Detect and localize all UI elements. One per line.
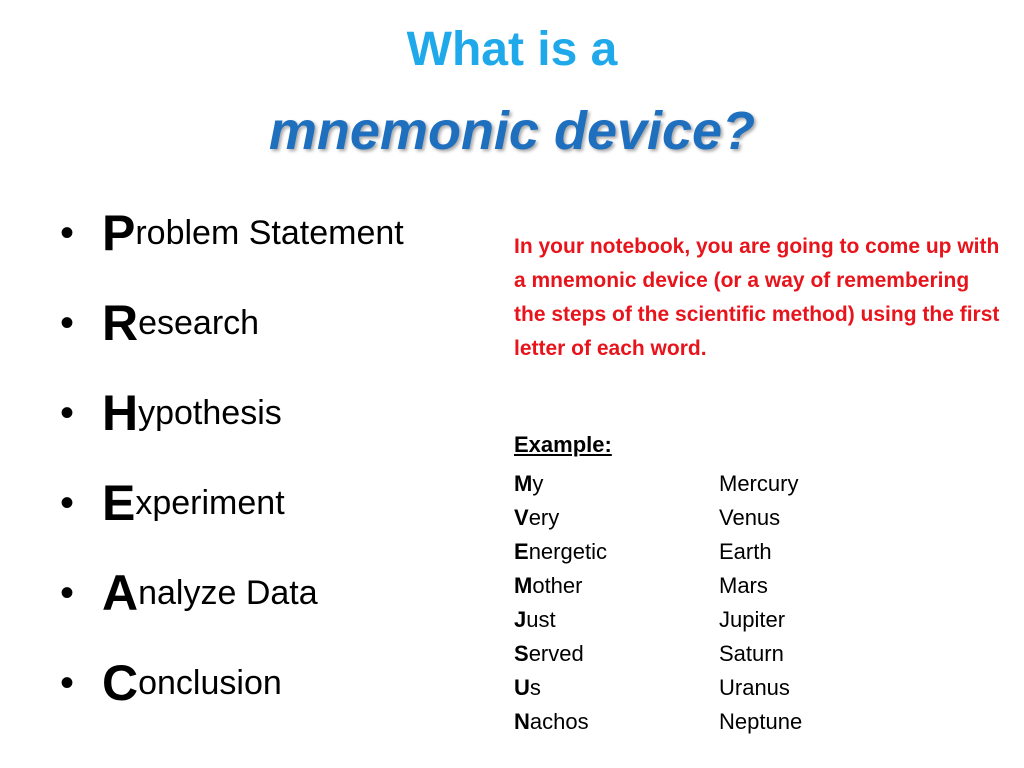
example-word-rest: achos — [529, 709, 589, 734]
step-rest: roblem Statement — [135, 213, 404, 252]
example-first-letter: M — [514, 471, 533, 496]
example-first-letter: U — [514, 675, 530, 700]
example-row — [514, 671, 919, 705]
steps-list — [60, 188, 404, 728]
step-rest: ypothesis — [138, 393, 282, 432]
bullet-icon: • — [60, 391, 75, 435]
example-first-letter: N — [514, 709, 530, 734]
bullet-icon: • — [60, 211, 75, 255]
step-first-letter: H — [102, 385, 139, 441]
example-row — [514, 603, 919, 637]
example-word — [514, 569, 719, 603]
bullet-icon: • — [60, 481, 75, 525]
example-planet: Neptune — [719, 709, 803, 734]
step-rest: onclusion — [138, 663, 282, 702]
step-item — [60, 458, 404, 548]
example-planet: Mercury — [719, 471, 799, 496]
example-word — [514, 467, 719, 501]
example-row — [514, 705, 919, 739]
step-rest: esearch — [138, 303, 260, 342]
example-word — [514, 637, 719, 671]
example-planet: Earth — [719, 539, 772, 564]
example-planet: Saturn — [719, 641, 784, 666]
example-heading: Example: — [514, 432, 612, 457]
example-first-letter: V — [514, 505, 529, 530]
step-first-letter: P — [102, 205, 136, 261]
example-word — [514, 603, 719, 637]
title-line-1: What is a — [406, 23, 618, 76]
step-item — [60, 368, 404, 458]
example-first-letter: E — [514, 539, 529, 564]
step-first-letter: E — [102, 475, 136, 531]
example-first-letter: J — [514, 607, 527, 632]
example-table — [514, 467, 919, 739]
step-rest: nalyze Data — [138, 573, 318, 612]
example-row — [514, 637, 919, 671]
example-word-rest: other — [532, 573, 583, 598]
step-rest: xperiment — [135, 483, 285, 522]
step-first-letter: C — [102, 655, 139, 711]
bullet-icon: • — [60, 301, 75, 345]
example-word-rest: erved — [528, 641, 584, 666]
step-item — [60, 278, 404, 368]
example-word — [514, 671, 719, 705]
example-row — [514, 467, 919, 501]
example-first-letter: S — [514, 641, 529, 666]
example-word — [514, 501, 719, 535]
example-word-rest: ust — [526, 607, 556, 632]
example-planet: Uranus — [719, 675, 790, 700]
step-item — [60, 188, 404, 278]
example-word — [514, 705, 719, 739]
instructions-text: In your notebook, you are going to come up with a mnemonic device (or a way of remembering the steps of the scientific method) using the first letter of each word. — [514, 235, 1000, 360]
step-first-letter: A — [102, 565, 139, 621]
bullet-icon: • — [60, 661, 75, 705]
example-row — [514, 501, 919, 535]
bullet-icon: • — [60, 571, 75, 615]
example-first-letter: M — [514, 573, 533, 598]
title-line-2: mnemonic device? — [268, 101, 756, 161]
example-planet: Jupiter — [719, 607, 786, 632]
example-word — [514, 535, 719, 569]
example-planet: Venus — [719, 505, 781, 530]
example-row — [514, 569, 919, 603]
step-item — [60, 638, 404, 728]
step-item — [60, 548, 404, 638]
example-row — [514, 535, 919, 569]
step-first-letter: R — [102, 295, 139, 351]
example-word-rest: s — [529, 675, 541, 700]
example-word-rest: nergetic — [528, 539, 607, 564]
example-planet: Mars — [719, 573, 768, 598]
example-word-rest: y — [532, 471, 544, 496]
example-word-rest: ery — [528, 505, 560, 530]
